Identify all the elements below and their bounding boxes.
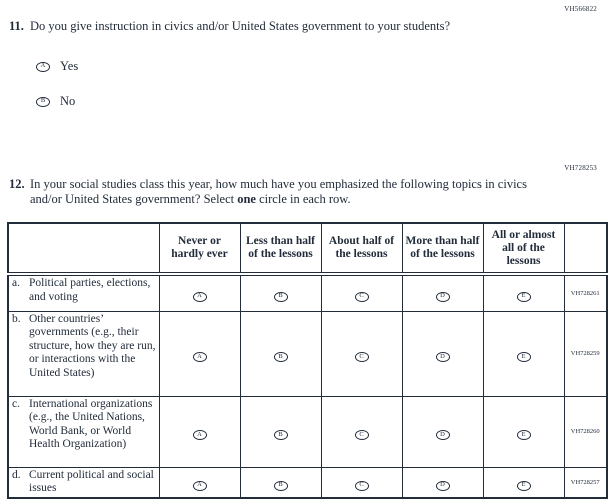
option-cell-b-less (240, 311, 321, 396)
option-cell-a-never (159, 274, 240, 311)
topic-text-c: International organizations (e.g., the United Nations, World Bank, or World Health Organization) (29, 397, 153, 451)
answer-oval-a-less[interactable]: B (274, 292, 288, 302)
option-cell-b-more (402, 311, 483, 396)
table-row-b (8, 311, 607, 396)
question-12-number: 12. (9, 177, 25, 191)
variable-code-a: VH728261 (564, 274, 607, 311)
answer-oval-c-more[interactable]: D (436, 430, 450, 440)
topic-text-a: Political parties, elections, and voting (29, 277, 151, 303)
option-cell-b-about (321, 311, 402, 396)
option-cell-c-more (402, 396, 483, 467)
answer-oval-d-never[interactable]: A (193, 481, 207, 491)
answer-oval-b-less[interactable]: B (274, 352, 288, 362)
option-cell-c-about (321, 396, 402, 467)
question-11 (9, 19, 477, 34)
variable-code-b: VH728259 (564, 311, 607, 396)
answer-oval-a-never[interactable]: A (193, 292, 207, 302)
table-row-d (8, 467, 607, 498)
column-header-less-than-half: Less than half of the lessons (240, 223, 321, 274)
option-cell-d-less (240, 467, 321, 498)
column-header-all: All or almost all of the lessons (483, 223, 564, 274)
option-cell-a-less (240, 274, 321, 311)
emphasis-table (7, 222, 608, 499)
option-cell-d-never (159, 467, 240, 498)
question-12-text (30, 177, 537, 207)
row-letter-a: a. (12, 277, 20, 289)
question-12-text-start: In your social studies class this year, how much have you emphasized the following topics in civics and/or United States government? Select (30, 177, 527, 206)
option-cell-d-all (483, 467, 564, 498)
form-variable-code-q11: VH566822 (564, 5, 597, 13)
variable-code-c: VH728260 (564, 396, 607, 467)
answer-oval-c-less[interactable]: B (274, 430, 288, 440)
option-cell-b-never (159, 311, 240, 396)
column-header-never: Never or hardly ever (159, 223, 240, 274)
table-row-c (8, 396, 607, 467)
option-row-no (36, 94, 78, 109)
topic-cell-c (8, 396, 159, 467)
topic-header-empty (8, 223, 159, 274)
answer-oval-yes[interactable]: A (36, 62, 50, 72)
option-row-yes (36, 59, 78, 74)
answer-oval-d-less[interactable]: B (274, 481, 288, 491)
answer-oval-d-more[interactable]: D (436, 481, 450, 491)
option-cell-a-more (402, 274, 483, 311)
answer-oval-b-all[interactable]: E (517, 352, 531, 362)
option-cell-d-about (321, 467, 402, 498)
answer-oval-d-about[interactable]: C (355, 481, 369, 491)
answer-oval-a-more[interactable]: D (436, 292, 450, 302)
table-row-a (8, 274, 607, 311)
row-letter-c: c. (12, 397, 20, 410)
row-letter-d: d. (12, 468, 21, 481)
question-12 (9, 177, 537, 207)
question-11-text: Do you give instruction in civics and/or United States government to your students? (30, 19, 451, 33)
topic-text-b: Other countries’ governments (e.g., their structure, how they are run, or interactions with the United States) (29, 312, 156, 379)
option-cell-d-more (402, 467, 483, 498)
answer-oval-c-never[interactable]: A (193, 430, 207, 440)
option-cell-a-all (483, 274, 564, 311)
answer-oval-c-all[interactable]: E (517, 430, 531, 440)
answer-oval-b-about[interactable]: C (355, 352, 369, 362)
answer-oval-b-more[interactable]: D (436, 352, 450, 362)
answer-oval-a-about[interactable]: C (355, 292, 369, 302)
option-label-yes: Yes (60, 59, 79, 73)
topic-cell-d (8, 467, 159, 498)
question-11-number: 11. (9, 19, 24, 33)
option-cell-a-about (321, 274, 402, 311)
answer-oval-c-about[interactable]: C (355, 430, 369, 440)
option-cell-c-all (483, 396, 564, 467)
table-header-row (8, 223, 607, 274)
column-header-more-than-half: More than half of the lessons (402, 223, 483, 274)
topic-cell-b (8, 311, 159, 396)
topic-text-d: Current political and social issues (29, 468, 154, 495)
answer-oval-d-all[interactable]: E (517, 481, 531, 491)
answer-oval-no[interactable]: B (36, 97, 50, 107)
answer-oval-a-all[interactable]: E (517, 292, 531, 302)
option-cell-b-all (483, 311, 564, 396)
option-cell-c-never (159, 396, 240, 467)
option-label-no: No (60, 94, 76, 108)
option-cell-c-less (240, 396, 321, 467)
question-11-options (36, 59, 78, 129)
variable-code-d: VH728257 (564, 467, 607, 498)
question-12-text-bold: one (237, 192, 256, 206)
row-letter-b: b. (12, 312, 21, 325)
question-12-text-end: circle in each row. (255, 192, 351, 206)
code-header-empty (564, 223, 607, 274)
answer-oval-b-never[interactable]: A (193, 352, 207, 362)
form-variable-code-q12: VH728253 (564, 164, 597, 172)
topic-cell-a (8, 274, 159, 311)
column-header-about-half: About half of the lessons (321, 223, 402, 274)
